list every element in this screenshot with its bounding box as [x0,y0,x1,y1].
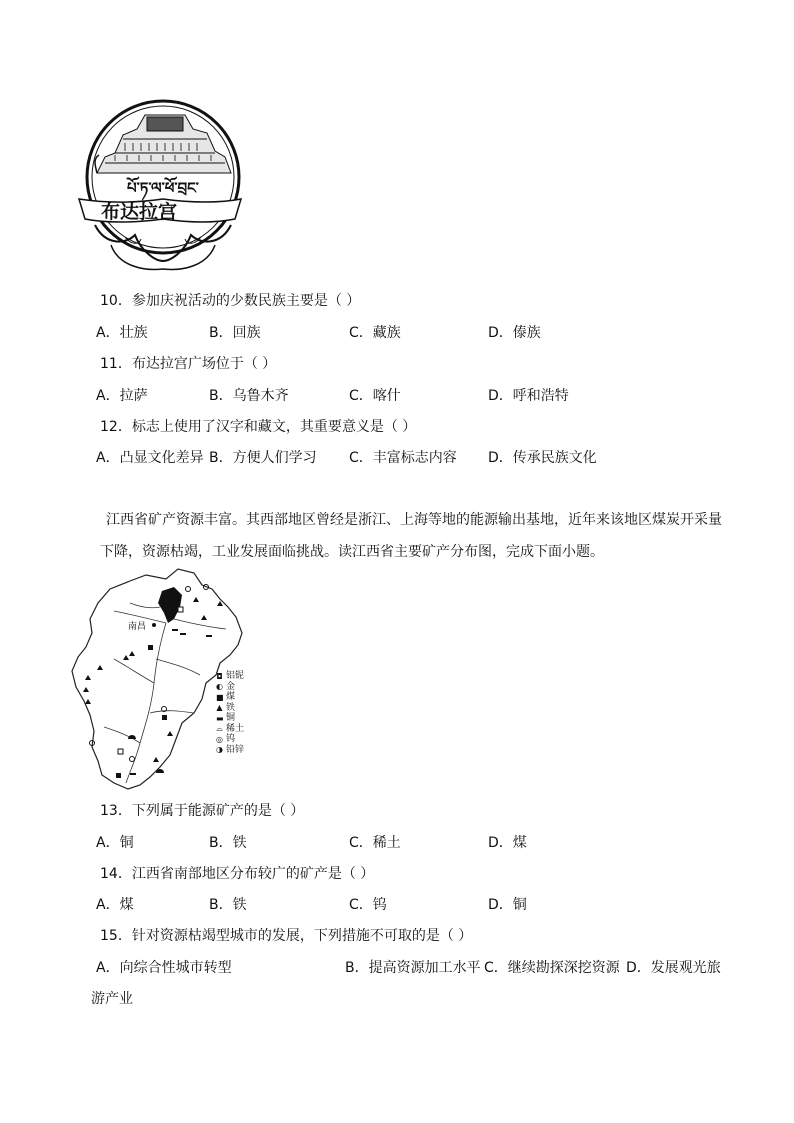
legend-item-copper [216,713,244,724]
q15-option-c[interactable]: C．继续勘探深挖资源 [484,960,620,976]
question-10: 10．参加庆祝活动的少数民族主要是（ ） [100,293,361,309]
q11-option-d[interactable]: D．呼和浩特 [488,388,569,404]
q13-option-d[interactable]: D．煤 [488,835,527,851]
q15-option-b[interactable]: B．提高资源加工水平 [345,960,481,976]
passage-line-2: 下降，资源枯竭，工业发展面临挑战。读江西省主要矿产分布图，完成下面小题。 [100,544,604,560]
legend-item-aluminium-niobium [216,671,244,682]
iron-icon: ▲ [216,703,223,713]
q10-option-b[interactable]: B．回族 [209,325,261,341]
nanchang-label: 南昌 [128,622,147,632]
q14-option-a[interactable]: A．煤 [96,897,134,913]
q10-option-a[interactable]: A．壮族 [96,325,148,341]
coal-icon: ■ [216,692,224,702]
legend-label: 铝铌 [226,671,245,681]
passage-line-1: 江西省矿产资源丰富。其西部地区曾经是浙江、上海等地的能源输出基地，近年来该地区煤炭开采量 [106,512,722,528]
legend-item-lead-zinc [216,745,244,756]
q11-option-b[interactable]: B．乌鲁木齐 [209,388,289,404]
copper-icon: ▬ [216,713,224,723]
tibetan-caption: པོ་ཏ་ལ་ཕོ་བྲང་ [127,179,199,197]
legend-item-tungsten [216,734,244,745]
question-12: 12．标志上使用了汉字和藏文，其重要意义是（ ） [100,419,417,435]
legend-label: 稀土 [226,723,245,734]
q12-option-a[interactable]: A．凸显文化差异 [96,450,204,466]
map-legend [216,671,244,755]
legend-item-iron [216,703,244,714]
question-15: 15．针对资源枯竭型城市的发展，下列措施不可取的是（ ） [100,928,473,944]
tungsten-icon: ◎ [216,734,223,744]
q15-option-d[interactable]: D．发展观光旅 [626,960,721,976]
q12-option-c[interactable]: C．丰富标志内容 [349,450,457,466]
legend-label: 金 [226,681,236,692]
legend-label: 煤 [226,692,236,702]
q14-option-b[interactable]: B．铁 [209,897,247,913]
q14-option-c[interactable]: C．钨 [349,897,387,913]
legend-item-gold [216,682,244,693]
q10-option-d[interactable]: D．傣族 [488,325,541,341]
q14-option-d[interactable]: D．铜 [488,897,527,913]
q13-option-a[interactable]: A．铜 [96,835,134,851]
legend-item-rare-earth [216,724,244,735]
q11-option-c[interactable]: C．喀什 [349,388,401,404]
q13-option-c[interactable]: C．稀土 [349,835,401,851]
q11-option-a[interactable]: A．拉萨 [96,388,148,404]
rare-earth-icon: ⌓ [216,724,223,734]
potala-palace-logo [75,95,245,273]
question-14: 14．江西省南部地区分布较广的矿产是（ ） [100,866,375,882]
legend-label: 铅锌 [226,744,245,755]
gold-icon: ◐ [216,682,223,692]
q15-option-a[interactable]: A．向综合性城市转型 [96,960,232,976]
legend-item-coal [216,692,244,703]
lead-zinc-icon: ◑ [216,745,223,755]
aluminium-niobium-icon: ◘ [216,671,223,681]
legend-label: 铁 [226,702,236,713]
question-11: 11．布达拉宫广场位于（ ） [100,356,277,372]
q13-option-b[interactable]: B．铁 [209,835,247,851]
legend-label: 钨 [226,734,236,744]
q15-option-d-continued: 游产业 [91,991,133,1007]
question-13: 13．下列属于能源矿产的是（ ） [100,803,305,819]
q10-option-c[interactable]: C．藏族 [349,325,401,341]
legend-label: 铜 [226,713,236,723]
q12-option-d[interactable]: D．传承民族文化 [488,450,597,466]
q12-option-b[interactable]: B．方便人们学习 [209,450,317,466]
chinese-caption: 布达拉宫 [100,201,178,223]
